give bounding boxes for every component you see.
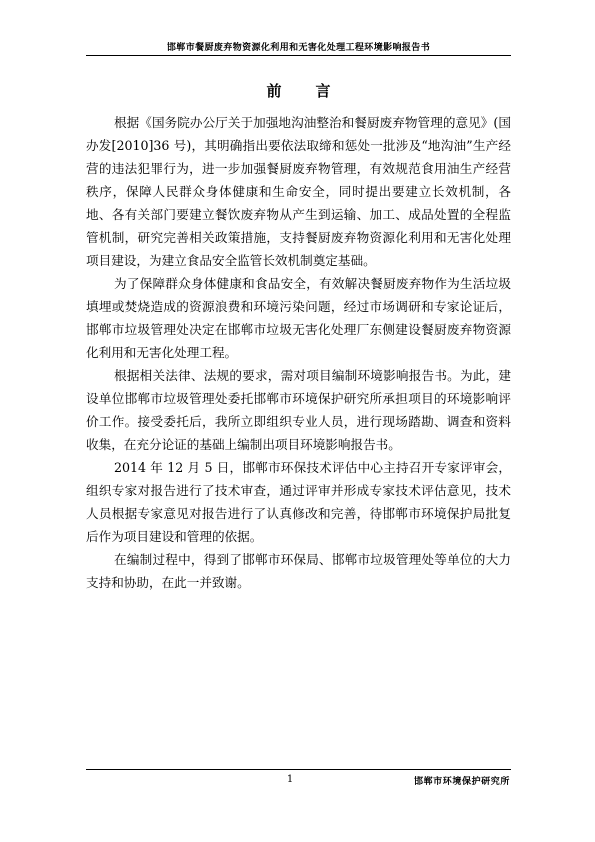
paragraph-2: 为了保障群众身体健康和食品安全，有效解决餐厨废弃物作为生活垃圾填埋或焚烧造成的资源浪费和环境污染问题，经过市场调研和专家论证后，邯郸市垃圾管理处决定在邯郸市垃圾无害化处理厂东侧建设餐厨废弃物资源化利用和无害化处理工程。	[86, 276, 511, 360]
footer-divider	[86, 769, 511, 770]
page-number: 1	[286, 774, 294, 785]
paragraph-1: 根据《国务院办公厅关于加强地沟油整治和餐厨废弃物管理的意见》(国办发[2010]36 号)，其明确指出要依法取缔和惩处一批涉及“地沟油”生产经营的违法犯罪行为，进一步加强餐厨废弃物管理，有效规范食用油生产经营秩序，保障人民群众身体健康和生命安全，同时提出要建立长效机制，各地、各有关部门要建立餐饮废弃物从产生到运输、加工、成品处置的全程监管机制，研究完善相关政策措施，支持餐厨废弃物资源化利用和无害化处理项目建设，为建立食品安全监管长效机制奠定基础。	[86, 115, 511, 268]
footer-organization: 邯郸市环境保护研究所	[413, 777, 510, 787]
header-divider	[86, 55, 511, 56]
section-heading: 前言	[266, 82, 365, 100]
body-text	[86, 111, 511, 594]
paragraph-5: 在编制过程中，得到了邯郸市环保局、邯郸市垃圾管理处等单位的大力支持和协助，在此一并致谢。	[86, 552, 511, 590]
paragraph-4: 2014 年 12 月 5 日，邯郸市环保技术评估中心主持召开专家评审会，组织专家对报告进行了技术审查，通过评审并形成专家技术评估意见，技术人员根据专家意见对报告进行了认真修改和完善，待邯郸市环境保护局批复后作为项目建设和管理的依据。	[86, 460, 511, 544]
running-header: 邯郸市餐厨废弃物资源化利用和无害化处理工程环境影响报告书	[166, 43, 431, 53]
paragraph-3: 根据相关法律、法规的要求，需对项目编制环境影响报告书。为此，建设单位邯郸市垃圾管理处委托邯郸市环境保护研究所承担项目的环境影响评价工作。接受委托后，我所立即组织专业人员，进行现场踏勘、调查和资料收集，在充分论证的基础上编制出项目环境影响报告书。	[86, 368, 511, 452]
